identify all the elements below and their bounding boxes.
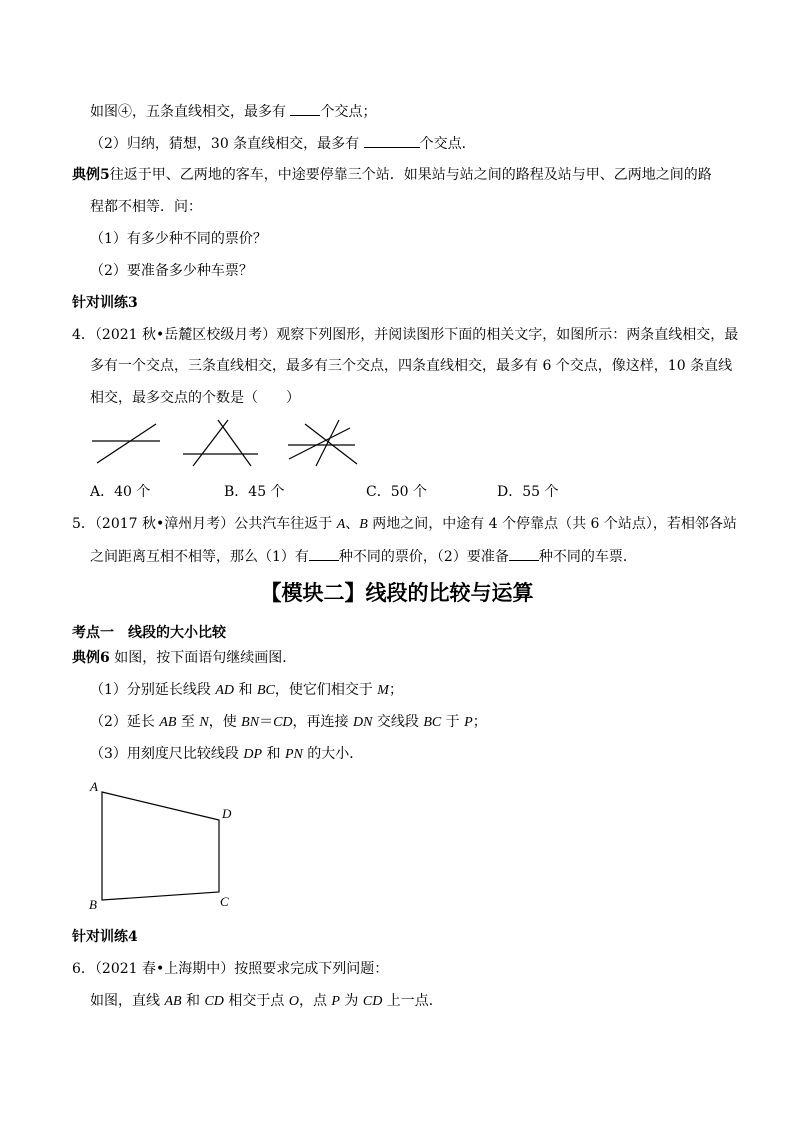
text: P [331,994,340,1009]
text: 于 [441,714,465,730]
text: AD [215,683,235,698]
example-5-cont: 程都不相等．问： [90,199,202,215]
text: B [359,517,368,532]
text: （3）用刻度尺比较线段 [90,746,244,762]
text: 如图，按下面语句继续画图． [109,650,297,666]
text: CD [204,994,224,1009]
text: 5．（2017 秋•漳州月考）公共汽车往返于 [72,516,337,532]
text: 个交点； [320,104,377,120]
module-2-heading: 【模块二】线段的比较与运算 [260,581,534,605]
text: 针对训练 [72,295,128,311]
text: N [199,715,209,730]
text: 为 [339,993,363,1009]
training-4-heading [72,927,138,947]
text: P [464,715,473,730]
example-5-q1: （1）有多少种不同的票价？ [90,231,267,247]
text: ，使它们相交于 [274,682,378,698]
text: 上一点． [382,993,443,1009]
text: （2）归纳，猜想，30 条直线相交，最多有 [90,136,364,152]
text: 和 [262,746,285,762]
text: PN [284,747,303,762]
text: ＝ [259,714,274,730]
text: 交线段 [372,714,424,730]
example-label: 典例 [72,167,100,183]
text: AB [164,994,182,1009]
text: 的大小． [302,746,364,762]
text: AB [159,715,177,730]
text: 相交于点 [223,993,289,1009]
text: 两地之间，中途有 4 个停靠点（共 6 个站点），若相邻各站 [367,516,737,532]
text: M [377,683,389,698]
text: DP [243,747,263,762]
text: 种不同的车票． [538,549,637,565]
option-a: A．40 个 [90,484,151,500]
question-6-line2 [90,991,443,1012]
text: BN [241,715,260,730]
quadrilateral-abcd [102,792,219,900]
text: （1）分别延长线段 [90,682,216,698]
text: 、 [345,516,360,532]
text: ，再连接 [292,714,353,730]
text: CD [362,994,383,1009]
text: BC [256,683,275,698]
text: 和 [181,993,205,1009]
option-b: B．45 个 [224,484,285,500]
text: ，使 [208,714,242,730]
text: 和 [234,682,257,698]
option-d: D．55 个 [497,484,559,500]
key-point-1: 考点一 线段的大小比较 [72,625,226,641]
text: ，点 [298,993,332,1009]
text: DN [352,715,373,730]
text: 个交点． [419,136,476,152]
text: 往返于甲、乙两地的客车，中途要停靠三个站．如果站与站之间的路程及站与甲、乙两地之间的路 [109,167,712,183]
text: （2）延长 [90,714,160,730]
option-c: C．50 个 [366,484,427,500]
text: 4 [128,929,138,945]
text: 至 [176,714,200,730]
vertex-label-d: D [222,806,232,821]
example-number: 5 [100,167,110,183]
text: 之间距离互相不相等，那么（1）有 [90,549,309,565]
example-number: 6 [100,650,110,666]
text: CD [273,715,293,730]
question-4-line2: 多有一个交点，三条直线相交，最多有三个交点，四条直线相交，最多有 6 个交点，像这样，10 条直线 [90,358,733,374]
example-5-q2: （2）要准备多少种车票？ [90,263,253,279]
text: ； [472,714,487,730]
question-6-line1: 6．（2021 春•上海期中）按照要求完成下列问题： [72,961,389,977]
text: 3 [128,295,138,311]
text: 针对训练 [72,929,128,945]
text: A [336,517,346,532]
question-4-line1: 4．（2021 秋•岳麓区校级月考）观察下列图形，并阅读图形下面的相关文字，如图所示：两条直线相交，最 [72,327,739,343]
text: 种不同的票价，（2）要准备 [338,549,509,565]
example-label: 典例 [72,650,100,666]
vertex-label-c: C [220,894,229,909]
text: O [288,994,299,1009]
vertex-label-a: A [90,779,98,794]
text: ； [388,682,403,698]
text: 如图，直线 [90,993,165,1009]
question-4-line3: 相交，最多交点的个数是（ ） [90,390,300,406]
text: 如图④，五条直线相交，最多有 [90,104,291,120]
vertex-label-b: B [89,897,97,912]
text: BC [423,715,442,730]
